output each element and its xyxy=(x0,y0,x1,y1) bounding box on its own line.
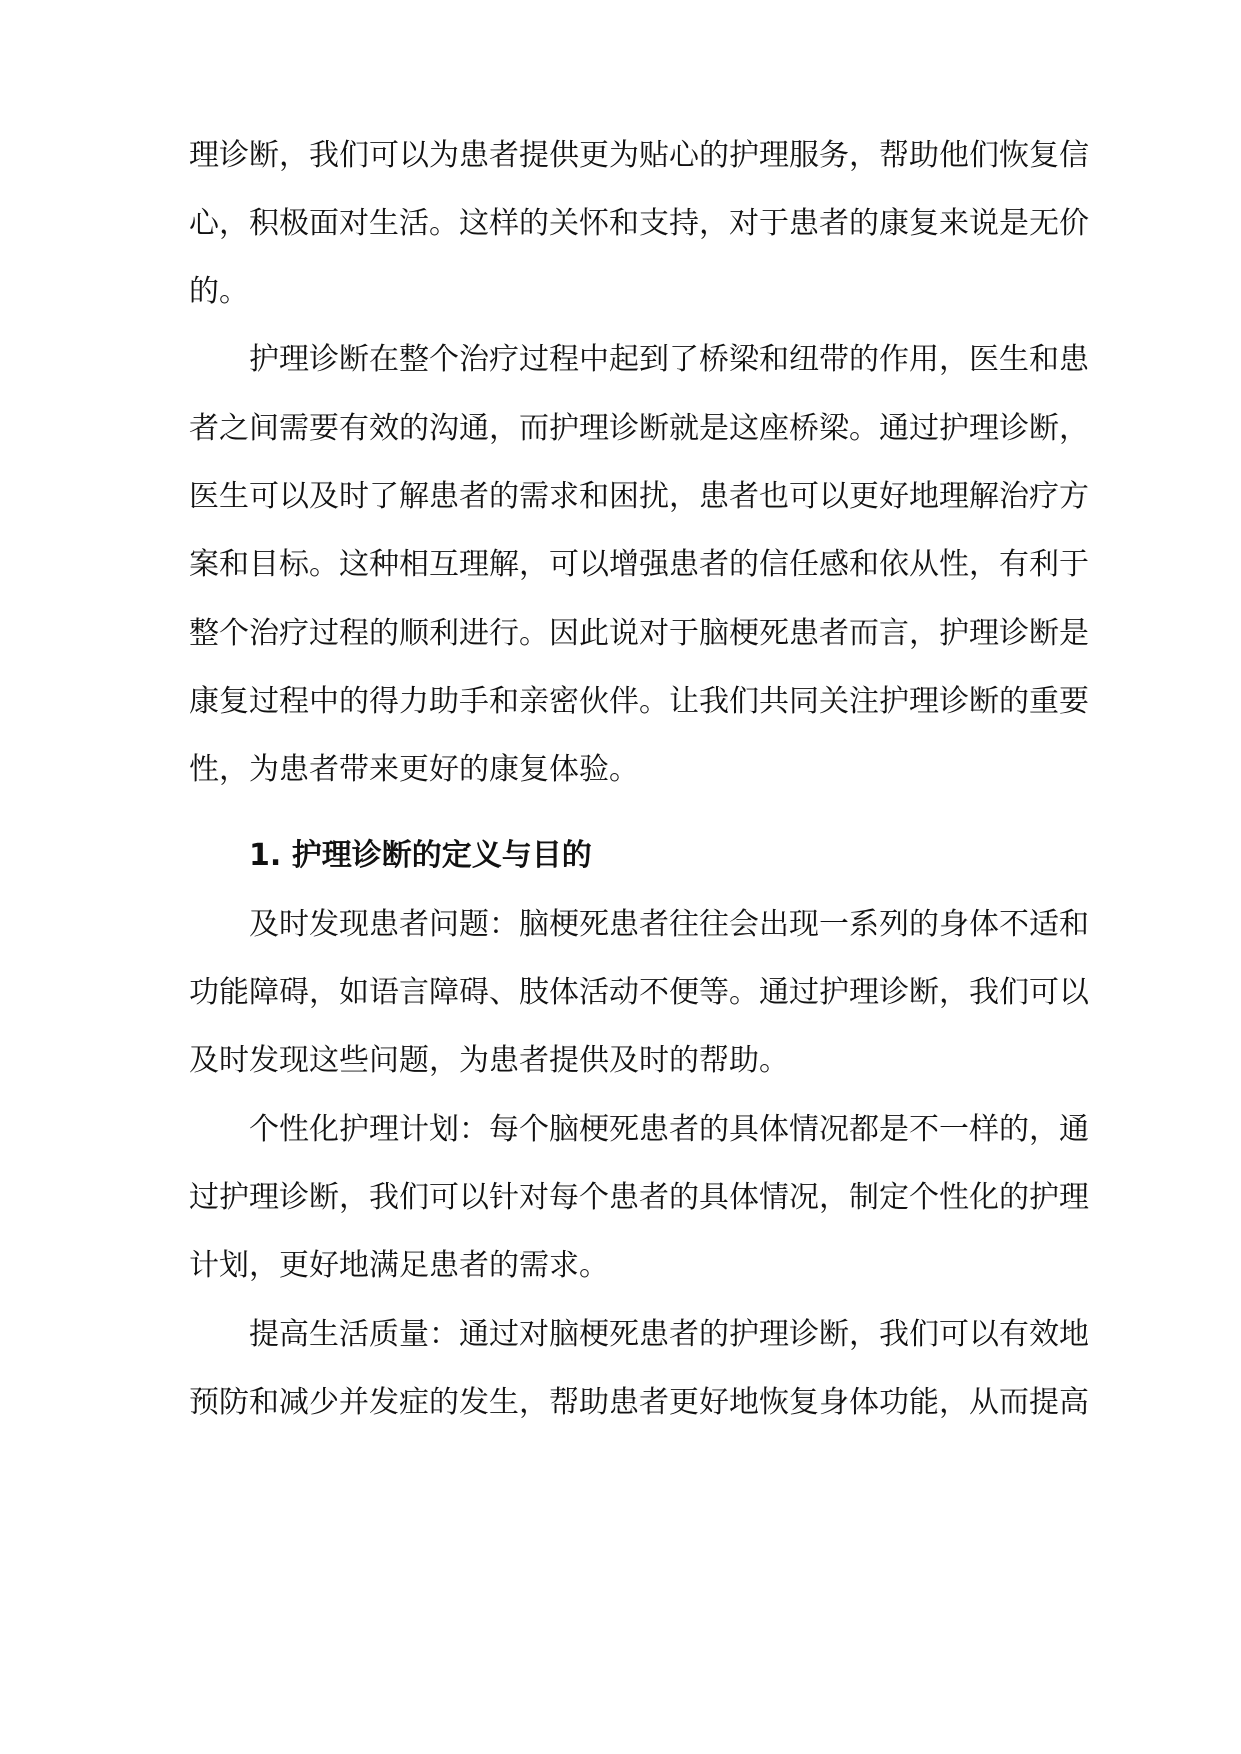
paragraph-line: 过护理诊断，我们可以针对每个患者的具体情况，制定个性化的护理 xyxy=(189,1180,1089,1215)
paragraph-line: 护理诊断在整个治疗过程中起到了桥梁和纽带的作用，医生和患 xyxy=(249,342,1089,377)
section-heading: 1. 护理诊断的定义与目的 xyxy=(249,838,592,873)
paragraph-line: 心，积极面对生活。这样的关怀和支持，对于患者的康复来说是无价 xyxy=(189,206,1089,241)
paragraph-line: 功能障碍，如语言障碍、肢体活动不便等。通过护理诊断，我们可以 xyxy=(189,975,1089,1010)
paragraph-line: 计划，更好地满足患者的需求。 xyxy=(189,1248,609,1283)
paragraph-line: 性，为患者带来更好的康复体验。 xyxy=(189,752,639,787)
paragraph-line: 及时发现这些问题，为患者提供及时的帮助。 xyxy=(189,1043,789,1078)
paragraph-line: 提高生活质量：通过对脑梗死患者的护理诊断，我们可以有效地 xyxy=(249,1317,1089,1352)
paragraph-line: 案和目标。这种相互理解，可以增强患者的信任感和依从性，有利于 xyxy=(189,547,1089,582)
paragraph-line: 整个治疗过程的顺利进行。因此说对于脑梗死患者而言，护理诊断是 xyxy=(189,616,1089,651)
paragraph-line: 者之间需要有效的沟通，而护理诊断就是这座桥梁。通过护理诊断， xyxy=(189,411,1089,446)
paragraph-line: 及时发现患者问题：脑梗死患者往往会出现一系列的身体不适和 xyxy=(249,907,1089,942)
paragraph-line: 个性化护理计划：每个脑梗死患者的具体情况都是不一样的，通 xyxy=(249,1112,1089,1147)
paragraph-line: 的。 xyxy=(189,274,249,309)
paragraph-line: 预防和减少并发症的发生，帮助患者更好地恢复身体功能，从而提高 xyxy=(189,1385,1089,1420)
paragraph-line: 康复过程中的得力助手和亲密伙伴。让我们共同关注护理诊断的重要 xyxy=(189,684,1089,719)
paragraph-line: 医生可以及时了解患者的需求和困扰，患者也可以更好地理解治疗方 xyxy=(189,479,1089,514)
paragraph-line: 理诊断，我们可以为患者提供更为贴心的护理服务，帮助他们恢复信 xyxy=(189,138,1089,173)
